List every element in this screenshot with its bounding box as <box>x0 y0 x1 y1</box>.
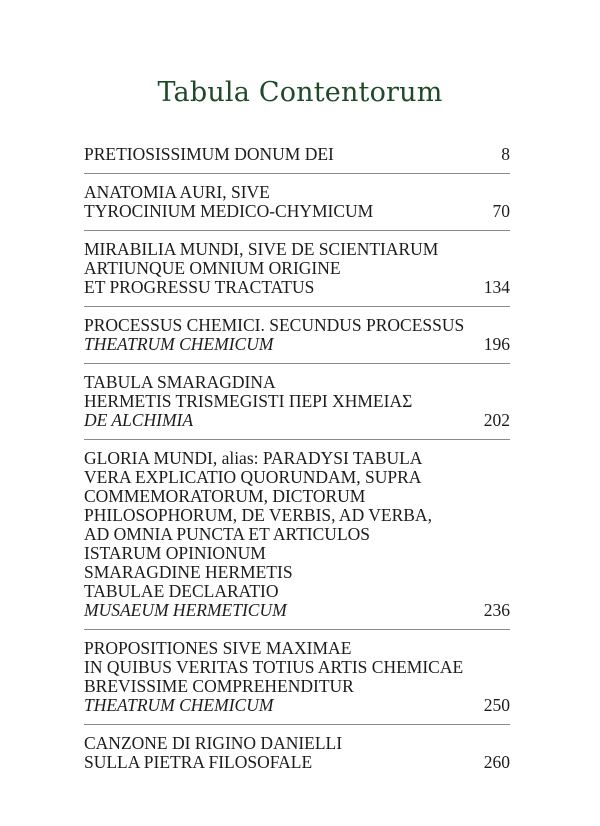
toc-entry <box>84 230 510 297</box>
toc-entry-title <box>84 734 470 772</box>
toc-entry-title <box>84 183 470 221</box>
toc-entry-line: AD OMNIA PUNCTA ET ARTICULOS <box>84 524 370 544</box>
toc-entry-line: SULLA PIETRA FILOSOFALE <box>84 752 313 772</box>
toc-entry-line: ISTARUM OPINIONUM <box>84 543 266 563</box>
toc-entry-line: ANATOMIA AURI, SIVE <box>84 182 270 202</box>
toc-page-number: 134 <box>483 277 510 297</box>
toc-page-number: 236 <box>483 600 510 620</box>
toc-page-number: 202 <box>483 410 510 430</box>
toc-entry-line: GLORIA MUNDI, alias: PARADYSI TABULA <box>84 448 423 468</box>
toc-entry-line: COMMEMORATORUM, DICTORUM <box>84 486 366 506</box>
toc-entry <box>84 724 510 772</box>
toc-entry-source: DE ALCHIMIA <box>84 410 194 430</box>
page-title: Tabula Contentorum <box>157 77 443 108</box>
toc-entry-line: BREVISSIME COMPREHENDITUR <box>84 676 354 696</box>
toc-entry-title <box>84 145 470 164</box>
toc-entry-source: MUSAEUM HERMETICUM <box>84 600 287 620</box>
toc-entry <box>84 173 510 221</box>
toc-entry-line: ARTIUNQUE OMNIUM ORIGINE <box>84 258 341 278</box>
toc-entry-line: TYROCINIUM MEDICO-CHYMICUM <box>84 201 374 221</box>
toc-entry-title <box>84 373 470 430</box>
table-of-contents <box>84 145 510 772</box>
toc-entry-line: PROCESSUS CHEMICI. SECUNDUS PROCESSUS <box>84 315 465 335</box>
toc-page-number: 8 <box>501 144 510 164</box>
toc-entry <box>84 629 510 715</box>
toc-entry <box>84 306 510 354</box>
toc-entry-title <box>84 449 470 620</box>
toc-entry-line: PROPOSITIONES SIVE MAXIMAE <box>84 638 352 658</box>
toc-page-number: 196 <box>483 334 510 354</box>
toc-entry-line: CANZONE DI RIGINO DANIELLI <box>84 733 343 753</box>
toc-entry-line: PHILOSOPHORUM, DE VERBIS, AD VERBA, <box>84 505 432 525</box>
toc-entry-line: TABULAE DECLARATIO <box>84 581 279 601</box>
toc-entry-source: THEATRUM CHEMICUM <box>84 695 274 715</box>
toc-page-number: 250 <box>483 695 510 715</box>
toc-entry-line: PRETIOSISSIMUM DONUM DEI <box>84 144 334 164</box>
toc-entry <box>84 363 510 430</box>
toc-entry-title <box>84 316 470 354</box>
toc-page-number: 260 <box>483 752 510 772</box>
toc-entry-line: VERA EXPLICATIO QUORUNDAM, SUPRA <box>84 467 422 487</box>
toc-page-number: 70 <box>492 201 510 221</box>
toc-entry-title <box>84 639 470 715</box>
toc-entry-line: SMARAGDINE HERMETIS <box>84 562 293 582</box>
toc-entry-line: ET PROGRESSU TRACTATUS <box>84 277 315 297</box>
toc-entry-line: IN QUIBUS VERITAS TOTIUS ARTIS CHEMICAE <box>84 657 464 677</box>
toc-entry-title <box>84 240 470 297</box>
toc-entry-line: MIRABILIA MUNDI, SIVE DE SCIENTIARUM <box>84 239 439 259</box>
toc-entry-source: THEATRUM CHEMICUM <box>84 334 274 354</box>
toc-entry <box>84 439 510 620</box>
toc-entry-line: TABULA SMARAGDINA <box>84 372 276 392</box>
toc-entry <box>84 145 510 164</box>
toc-entry-line: HERMETIS TRISMEGISTI ΠΕΡΙ ΧΗΜΕΙΑΣ <box>84 391 413 411</box>
